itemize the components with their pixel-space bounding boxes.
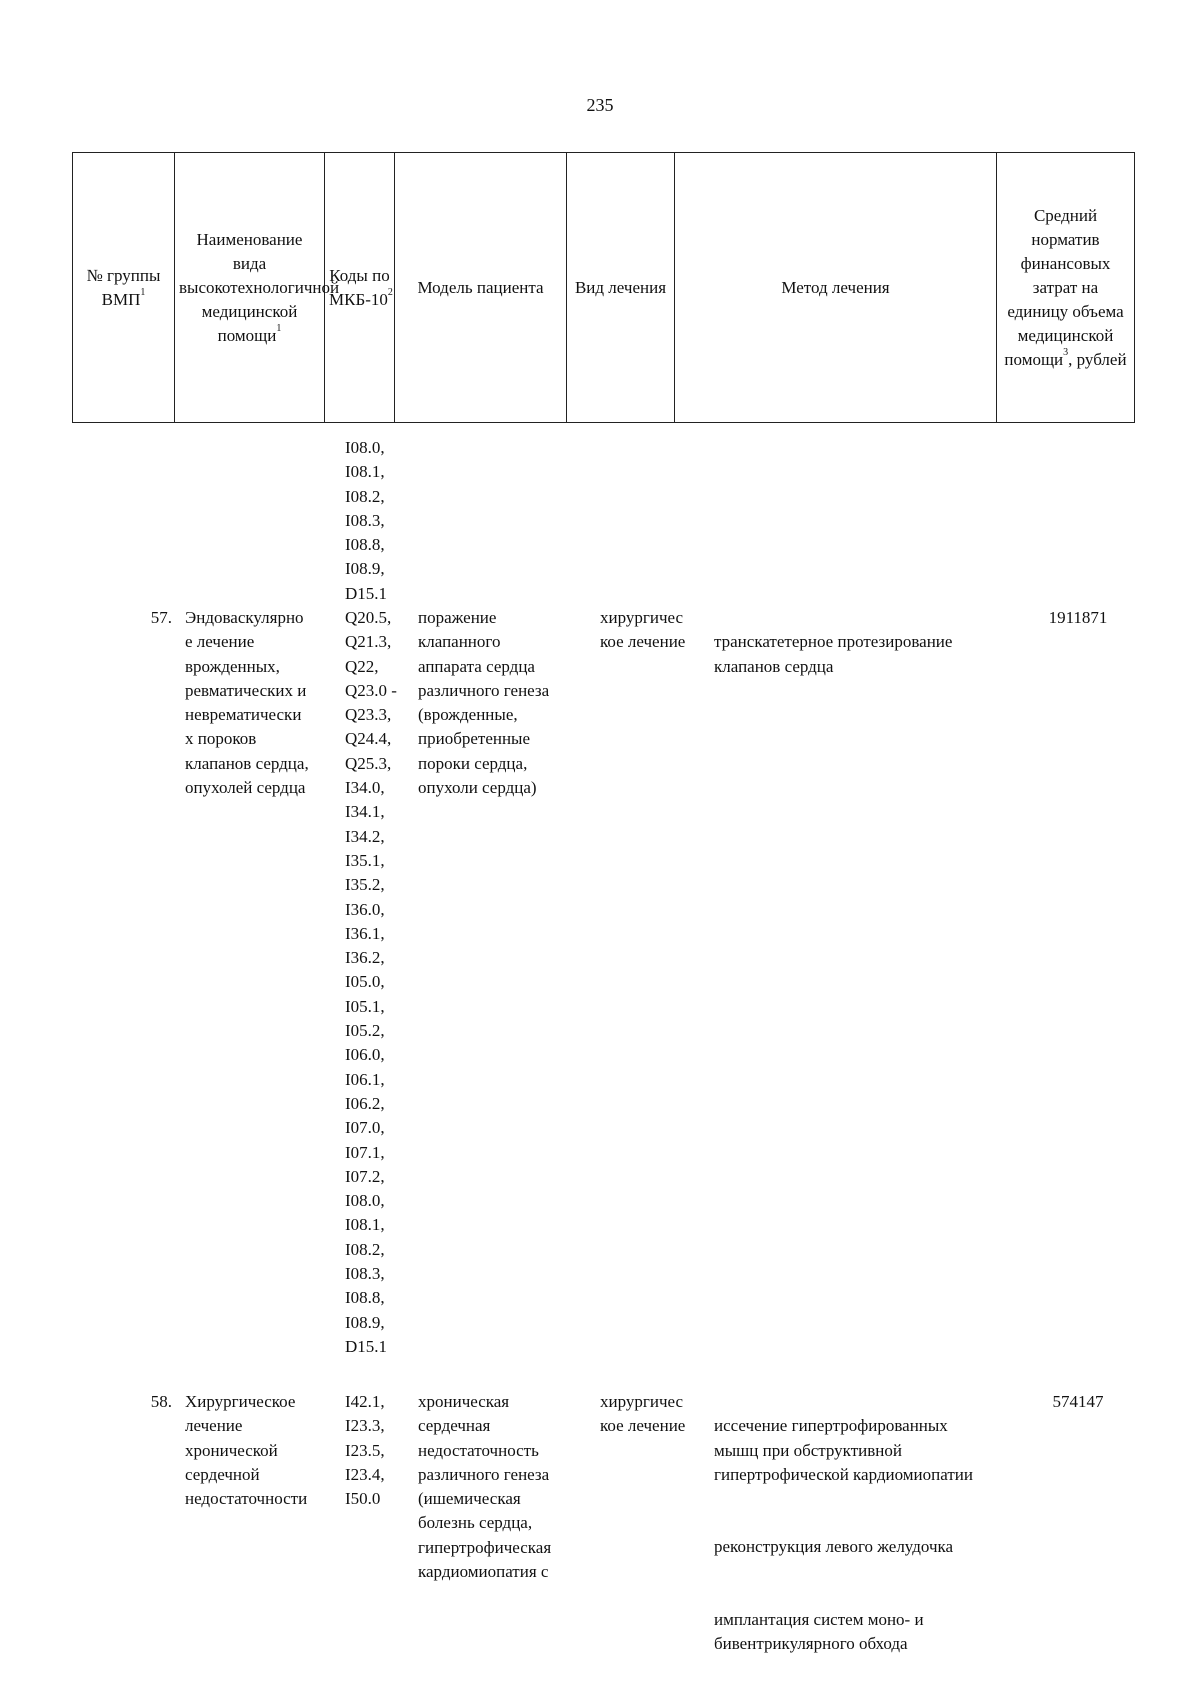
patient-model: поражение клапанного аппарата сердца различного генеза (врожденные, приобретенные пороки сердца, опухоли сердца) <box>418 608 550 798</box>
treatment-method: реконструкция левого желудочка <box>714 1537 954 1557</box>
header-average-cost: Средний норматив финансовых затрат на единицу объема медицинской помощи$^3$, рублей <box>997 153 1135 423</box>
header-group-number: № группы ВМП$^1$ <box>73 153 175 423</box>
page-number: 235 <box>586 95 614 115</box>
icd-codes: I42.1, I23.3, I23.5, I23.4, I50.0 <box>345 1392 385 1509</box>
row-number: 57. <box>150 608 172 627</box>
header-treatment-method: Метод лечения <box>675 153 997 423</box>
treatment-method: иссечение гипертрофированных мышц при обструктивной гипертрофической кардиомиопатии <box>714 1416 973 1484</box>
table-header <box>72 152 1135 423</box>
vmp-name: Эндоваскулярно е лечение врожденных, ревматических и неврематически х пороков клапанов сердца, опухолей сердца <box>185 608 309 798</box>
average-cost: 1911871 <box>1048 608 1108 627</box>
header-icd-codes: Коды по МКБ-$10^2$ <box>325 153 395 423</box>
treatment-type: хирургичес кое лечение <box>600 608 686 652</box>
row-number: 58. <box>150 1392 172 1411</box>
patient-model: хроническая сердечная недостаточность различного генеза (ишемическая болезнь сердца, гипертрофическая кардиомиопатия с <box>418 1392 552 1582</box>
treatment-methods <box>714 606 1014 727</box>
header-patient-model: Модель пациента <box>395 153 567 423</box>
header-vmp-name: Наименование вида высокотехнологичной медицинской помощи$^1$ <box>175 153 325 423</box>
vmp-name: Хирургическое лечение хронической сердечной недостаточности <box>185 1392 308 1509</box>
continuation-codes: I08.0, I08.1, I08.2, I08.3, I08.8, I08.9, D15.1 <box>345 438 388 603</box>
icd-codes: Q20.5, Q21.3, Q22, Q23.0 - Q23.3, Q24.4, Q25.3, I34.0, I34.1, I34.2, I35.1, I35.2, I36.0, I36.1, I36.2, I05.0, I05.1, I05.2, I06.0, I06.1, I06.2, I07.0, I07.1, I07.2, I08.0, I08.1, I08.2, I08.3, I08.8, I08.9, D15.1 <box>345 608 397 1356</box>
treatment-method: транскатетерное протезирование клапанов сердца <box>714 632 953 676</box>
treatment-method: имплантация систем моно- и бивентрикулярного обхода <box>714 1610 924 1654</box>
average-cost: 574147 <box>1052 1392 1104 1411</box>
header-treatment-type: Вид лечения <box>567 153 675 423</box>
treatment-methods <box>714 1390 1014 1705</box>
treatment-type: хирургичес кое лечение <box>600 1392 686 1436</box>
